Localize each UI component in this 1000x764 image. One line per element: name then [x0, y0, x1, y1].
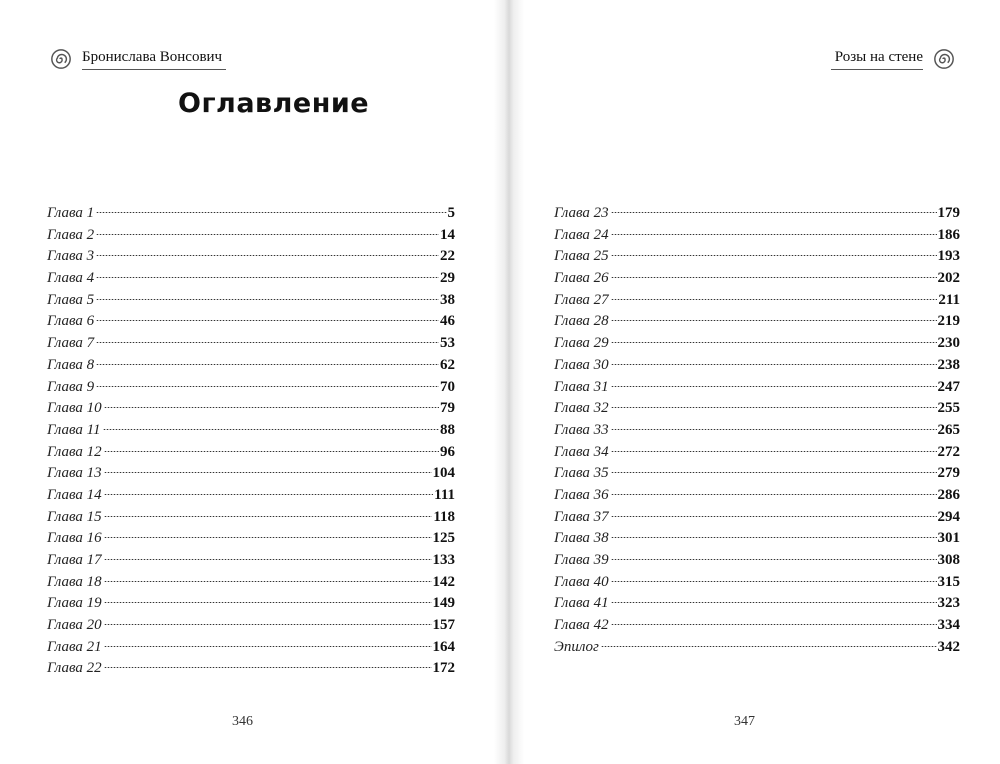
- toc-entry-label: Глава 35: [554, 465, 609, 482]
- toc-entry: [554, 290, 960, 312]
- toc-entry: [47, 658, 455, 680]
- toc-entry: [47, 637, 455, 659]
- dot-leader: [104, 516, 433, 517]
- toc-entry: [47, 442, 455, 464]
- toc-entry: [554, 528, 960, 550]
- toc-entry-label: Глава 28: [554, 313, 609, 330]
- dot-leader: [104, 537, 432, 538]
- toc-entry-label: Глава 30: [554, 356, 609, 373]
- toc-entry-page: 172: [432, 660, 455, 677]
- toc-entry: [47, 355, 455, 377]
- toc-entry: [554, 637, 960, 659]
- toc-entry-label: Глава 13: [47, 465, 102, 482]
- toc-entry-label: Глава 38: [554, 530, 609, 547]
- dot-leader: [611, 472, 937, 473]
- toc-entry-label: Глава 8: [47, 356, 95, 373]
- toc-entry-label: Глава 23: [554, 205, 609, 221]
- toc-entry-page: 22: [440, 248, 455, 265]
- toc-entry-label: Глава 19: [47, 595, 102, 612]
- toc-entry-label: Глава 12: [47, 443, 102, 460]
- dot-leader: [104, 624, 432, 625]
- book-gutter: [494, 0, 524, 764]
- dot-leader: [104, 667, 432, 668]
- toc-entry-page: 315: [937, 573, 960, 590]
- toc-entry-page: 14: [440, 226, 455, 243]
- toc-entry-label: Глава 24: [554, 226, 609, 243]
- toc-entry: [47, 485, 455, 507]
- toc-entry: [47, 203, 455, 225]
- toc-entry-page: 133: [432, 552, 455, 568]
- toc-entry-label: Глава 14: [47, 486, 102, 503]
- toc-entry-page: 230: [937, 335, 960, 352]
- author-name: Бронислава Вонсович: [82, 48, 226, 70]
- toc-entry: [47, 593, 455, 615]
- toc-entry: [554, 268, 960, 290]
- book-title: Розы на стене: [831, 48, 923, 70]
- toc-entry-page: 149: [432, 595, 455, 612]
- dot-leader: [104, 646, 432, 647]
- dot-leader: [611, 581, 937, 582]
- dot-leader: [611, 429, 937, 430]
- toc-entry-label: Глава 26: [554, 270, 609, 287]
- dot-leader: [611, 299, 938, 300]
- toc-entry-page: 323: [937, 595, 960, 612]
- toc-entry-page: 53: [440, 335, 455, 352]
- dot-leader: [611, 494, 937, 495]
- toc-entry-page: 118: [433, 508, 455, 525]
- toc-entry: [47, 225, 455, 247]
- dot-leader: [96, 212, 446, 213]
- toc-entry-page: 186: [937, 226, 960, 243]
- toc-entry: [554, 420, 960, 442]
- toc-entry: [554, 485, 960, 507]
- toc-entry-page: 62: [440, 356, 455, 373]
- running-header-author: [50, 48, 226, 70]
- dot-leader: [104, 472, 432, 473]
- toc-entry: [554, 463, 960, 485]
- toc-entry-label: Глава 11: [47, 421, 101, 438]
- toc-entry-label: Глава 16: [47, 530, 102, 547]
- toc-entry-label: Глава 3: [47, 248, 95, 265]
- toc-entry: [47, 311, 455, 333]
- toc-entry-label: Глава 37: [554, 508, 609, 525]
- dot-leader: [96, 364, 439, 365]
- dot-leader: [611, 320, 937, 321]
- toc-entry-label: Глава 36: [554, 486, 609, 503]
- toc-entry: [47, 246, 455, 268]
- toc-entry-page: 211: [938, 291, 960, 308]
- toc-entry-page: 219: [937, 313, 960, 330]
- toc-entry-page: 279: [937, 465, 960, 482]
- toc-entry-label: Глава 32: [554, 400, 609, 417]
- toc-entry: [554, 311, 960, 333]
- dot-leader: [611, 624, 937, 625]
- spiral-ornament-icon: [50, 48, 72, 70]
- dot-leader: [611, 451, 937, 452]
- dot-leader: [611, 516, 937, 517]
- page-number: 346: [232, 714, 253, 729]
- dot-leader: [611, 255, 937, 256]
- dot-leader: [611, 559, 937, 560]
- toc-entry-label: Глава 1: [47, 205, 95, 221]
- toc-entry: [554, 593, 960, 615]
- dot-leader: [611, 407, 937, 408]
- toc-entry-label: Глава 40: [554, 573, 609, 590]
- dot-leader: [104, 559, 432, 560]
- toc-entry-page: 193: [937, 248, 960, 265]
- dot-leader: [96, 255, 439, 256]
- toc-entry-page: 70: [440, 378, 455, 395]
- toc-entry-page: 294: [937, 508, 960, 525]
- toc-entry-label: Глава 25: [554, 248, 609, 265]
- toc-entry-label: Глава 4: [47, 270, 95, 287]
- toc-entry: [47, 333, 455, 355]
- dot-leader: [104, 494, 434, 495]
- toc-entry-label: Глава 27: [554, 291, 609, 308]
- dot-leader: [611, 212, 937, 213]
- toc-entry-label: Глава 42: [554, 617, 609, 634]
- toc-entry: [47, 550, 455, 572]
- right-page: [522, 0, 1000, 764]
- dot-leader: [611, 277, 937, 278]
- dot-leader: [104, 602, 432, 603]
- toc-entry-page: 46: [440, 313, 455, 330]
- dot-leader: [104, 581, 432, 582]
- toc-entry: [47, 290, 455, 312]
- toc-entry-label: Глава 10: [47, 400, 102, 417]
- toc-entry-page: 104: [432, 465, 455, 482]
- toc-entry: [554, 203, 960, 225]
- toc-entry: [554, 246, 960, 268]
- dot-leader: [601, 646, 937, 647]
- dot-leader: [104, 407, 439, 408]
- toc-entry-label: Глава 7: [47, 335, 95, 352]
- toc-entry-page: 308: [937, 552, 960, 568]
- dot-leader: [611, 342, 937, 343]
- dot-leader: [96, 342, 439, 343]
- dot-leader: [611, 234, 937, 235]
- toc-entry: [554, 442, 960, 464]
- dot-leader: [96, 277, 439, 278]
- toc-list-left: [47, 203, 455, 680]
- toc-entry-page: 342: [937, 638, 960, 655]
- running-header-book-title: [831, 48, 955, 70]
- toc-entry: [47, 420, 455, 442]
- page-number: 347: [734, 714, 755, 729]
- toc-entry-label: Глава 31: [554, 378, 609, 395]
- toc-entry-page: 29: [440, 270, 455, 287]
- toc-entry-label: Глава 20: [47, 617, 102, 634]
- toc-entry: [554, 377, 960, 399]
- dot-leader: [611, 386, 937, 387]
- toc-list-right: [554, 203, 960, 658]
- toc-entry-label: Глава 9: [47, 378, 95, 395]
- toc-entry-label: Глава 18: [47, 573, 102, 590]
- dot-leader: [611, 537, 937, 538]
- toc-entry-label: Глава 34: [554, 443, 609, 460]
- toc-entry-label: Глава 39: [554, 552, 609, 568]
- toc-entry: [554, 355, 960, 377]
- toc-entry-label: Глава 22: [47, 660, 102, 677]
- toc-entry-label: Глава 29: [554, 335, 609, 352]
- dot-leader: [96, 386, 439, 387]
- toc-entry-label: Глава 33: [554, 421, 609, 438]
- toc-entry-label: Глава 6: [47, 313, 95, 330]
- toc-entry: [47, 528, 455, 550]
- toc-entry: [47, 615, 455, 637]
- toc-entry-label: Глава 15: [47, 508, 102, 525]
- toc-entry: [554, 333, 960, 355]
- toc-entry: [47, 398, 455, 420]
- dot-leader: [611, 364, 937, 365]
- toc-entry-page: 265: [937, 421, 960, 438]
- toc-entry: [554, 225, 960, 247]
- toc-entry-page: 142: [432, 573, 455, 590]
- spiral-ornament-icon: [933, 48, 955, 70]
- dot-leader: [96, 320, 439, 321]
- toc-entry-page: 5: [447, 205, 455, 221]
- toc-entry-label: Глава 21: [47, 638, 102, 655]
- toc-entry-label: Глава 5: [47, 291, 95, 308]
- toc-entry: [554, 398, 960, 420]
- toc-entry-page: 202: [937, 270, 960, 287]
- dot-leader: [611, 602, 937, 603]
- dot-leader: [96, 299, 439, 300]
- toc-entry-page: 301: [937, 530, 960, 547]
- toc-entry-page: 164: [432, 638, 455, 655]
- toc-entry-label: Глава 41: [554, 595, 609, 612]
- toc-entry-page: 238: [937, 356, 960, 373]
- toc-entry: [554, 550, 960, 572]
- toc-entry-page: 125: [432, 530, 455, 547]
- dot-leader: [96, 234, 439, 235]
- toc-entry-page: 96: [440, 443, 455, 460]
- toc-entry-page: 111: [434, 486, 455, 503]
- toc-entry-label: Глава 2: [47, 226, 95, 243]
- toc-entry-page: 255: [937, 400, 960, 417]
- toc-entry: [47, 463, 455, 485]
- toc-entry: [47, 377, 455, 399]
- toc-entry: [554, 572, 960, 594]
- toc-entry-page: 247: [937, 378, 960, 395]
- toc-entry-label: Глава 17: [47, 552, 102, 568]
- toc-entry: [47, 507, 455, 529]
- dot-leader: [103, 429, 439, 430]
- toc-entry-page: 334: [937, 617, 960, 634]
- page-title: Оглавление: [178, 88, 370, 119]
- toc-entry-page: 286: [937, 486, 960, 503]
- toc-entry-page: 38: [440, 291, 455, 308]
- toc-entry: [47, 572, 455, 594]
- toc-entry-page: 272: [937, 443, 960, 460]
- toc-entry: [554, 507, 960, 529]
- toc-entry: [554, 615, 960, 637]
- toc-entry: [47, 268, 455, 290]
- dot-leader: [104, 451, 439, 452]
- toc-entry-page: 79: [440, 400, 455, 417]
- toc-entry-page: 179: [937, 205, 960, 221]
- toc-entry-page: 157: [432, 617, 455, 634]
- toc-entry-label: Эпилог: [554, 638, 599, 655]
- toc-entry-page: 88: [440, 421, 455, 438]
